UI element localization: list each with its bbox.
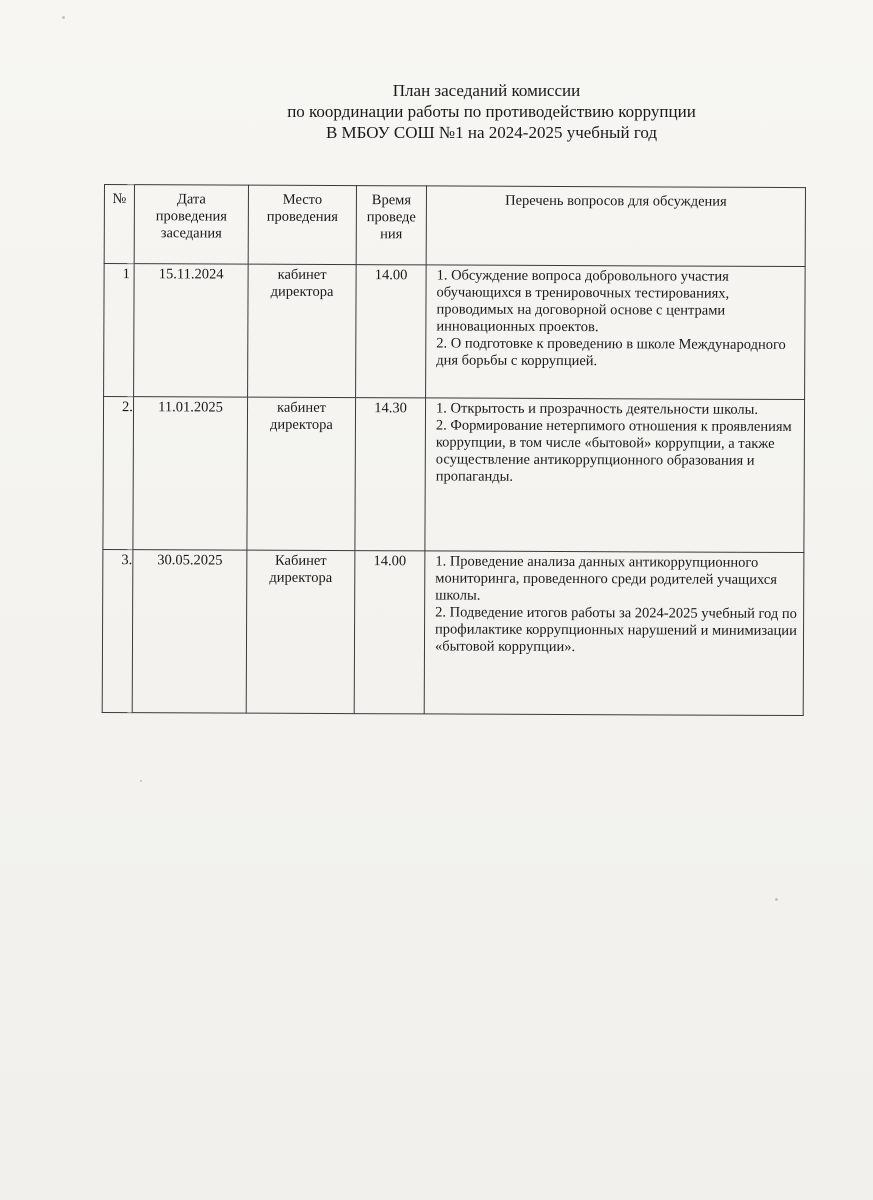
agenda-item: 1. Обсуждение вопроса добровольного участия обучающихся в тренировочных тестированиях, проводимых на договорной основе с центрами инновационных проектов. [436,267,730,336]
row-items [424,551,804,716]
row-date: 30.05.2025 [132,550,247,713]
document-title [0,80,873,143]
title-line-2: по координации работы по противодействию коррупции [287,102,696,121]
table-row [104,264,806,400]
agenda-item: 2. О подготовке к проведению в школе Международного дня борьбы с коррупцией. [436,335,786,370]
scan-speck [775,898,778,901]
row-time: 14.30 [355,398,426,551]
row-num: 2. [103,397,134,550]
title-line-3: В МБОУ СОШ №1 на 2024-2025 учебный год [325,123,658,142]
table-row [102,549,804,715]
row-date: 15.11.2024 [134,264,249,397]
meetings-table [102,184,806,716]
row-num: 1 [104,264,135,397]
scan-speck [62,16,65,19]
agenda-item: 2. Подведение итогов работы за 2024-2025 учебный год по профилактике коррупционных нарушений и минимизации «бытовой коррупции». [434,604,797,656]
row-items [426,265,806,400]
header-num: № [104,185,134,264]
header-place: Место проведения [248,185,356,264]
header-items: Перечень вопросов для обсуждения [426,186,805,267]
row-items [425,398,805,553]
title-line-1: План заседаний комиссии [392,81,581,100]
table-header-row [104,185,805,267]
row-place: кабинет директора [247,397,356,550]
header-date: Дата проведения заседания [134,185,248,264]
row-time: 14.00 [356,265,427,398]
header-time: Время проведе ния [356,186,426,265]
row-date: 11.01.2025 [133,397,248,550]
row-num: 3. [102,549,133,712]
row-place: кабинет директора [248,264,357,397]
row-place: Кабинет директора [246,550,355,713]
row-time: 14.00 [354,551,425,714]
agenda-item: 1. Проведение анализа данных антикоррупционного мониторинга, проведенного среди родителей учащихся школы. [435,553,777,604]
agenda-item: 2. Формирование нетерпимого отношения к проявлениям коррупции, в том числе «бытовой» коррупции, а также осуществление антикоррупционного образования и пропаганды. [435,417,792,485]
scan-speck [140,780,142,782]
agenda-item: 1. Открытость и прозрачность деятельности школы. [435,400,759,418]
table-row [103,397,805,553]
